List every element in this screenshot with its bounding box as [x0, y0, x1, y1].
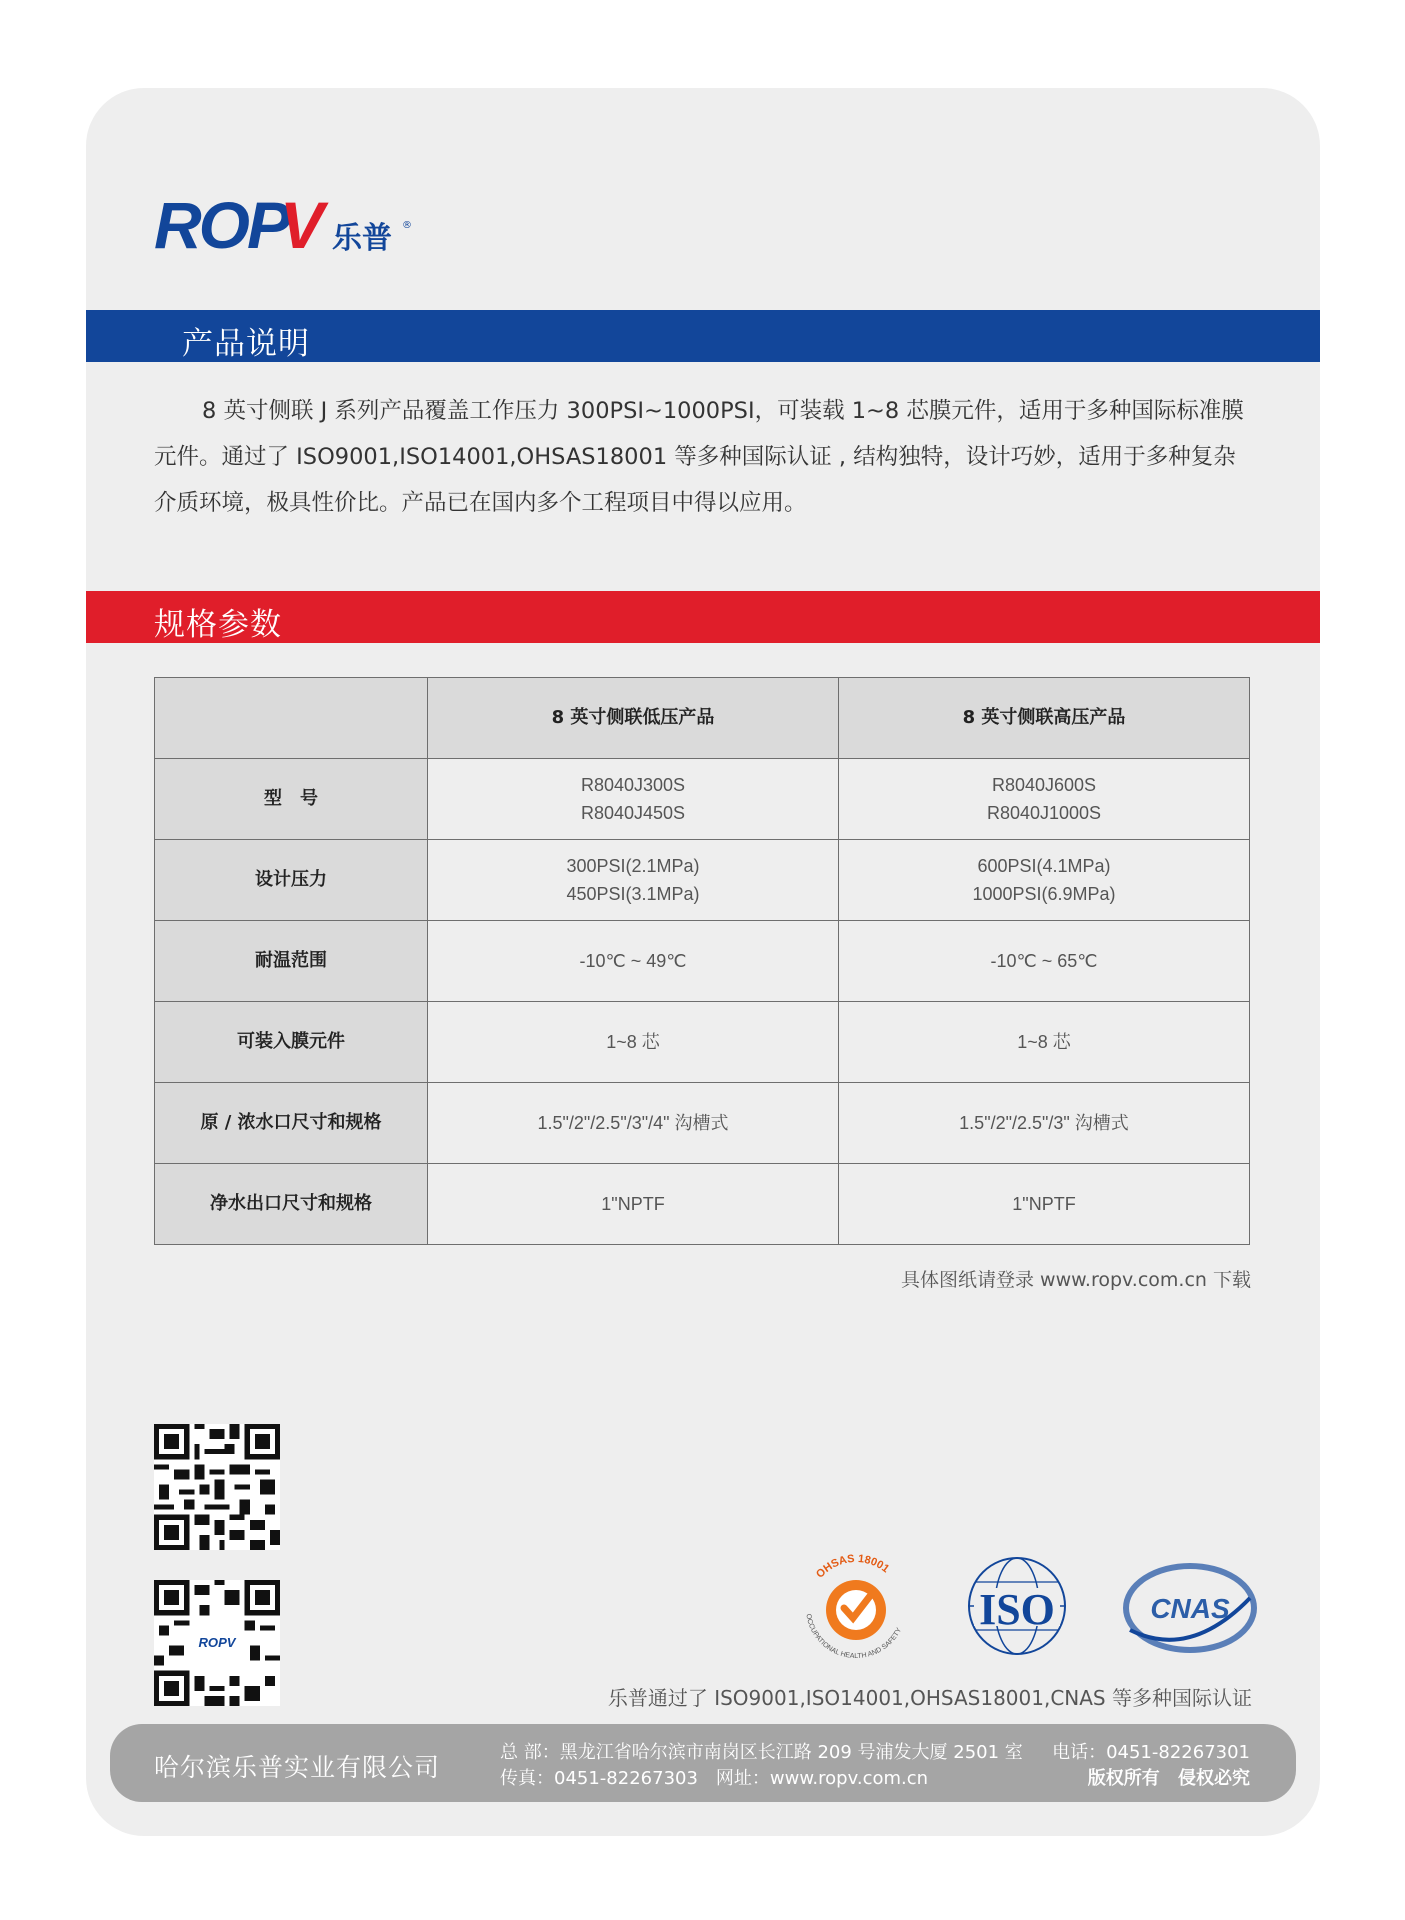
cell-low-temperature: -10℃ ~ 49℃	[428, 921, 839, 1002]
download-note: 具体图纸请登录 www.ropv.com.cn 下载	[901, 1269, 1251, 1291]
cell-high-elements: 1~8 芯	[839, 1002, 1250, 1083]
footer-phone: 电话：0451-82267301	[1052, 1742, 1250, 1763]
cell-low-permeate-port: 1"NPTF	[428, 1164, 839, 1245]
cell-high-model: R8040J600S R8040J1000S	[839, 759, 1250, 840]
certification-note: 乐普通过了 ISO9001,ISO14001,OHSAS18001,CNAS 等多种国际认证	[607, 1686, 1252, 1710]
qr-code[interactable]	[154, 1424, 280, 1550]
table-row	[155, 921, 1250, 1002]
qr-code[interactable]	[154, 1580, 280, 1706]
ropv-logo	[154, 176, 414, 256]
product-description-band	[86, 310, 1320, 362]
cell-high-feed-port: 1.5"/2"/2.5"/3" 沟槽式	[839, 1083, 1250, 1164]
cell-low-model: R8040J300S R8040J450S	[428, 759, 839, 840]
svg-text:CNAS: CNAS	[1150, 1593, 1230, 1624]
section-title-specifications: 规格参数	[154, 607, 282, 643]
svg-text:OCCUPATIONAL HEALTH AND SAFETY: OCCUPATIONAL HEALTH AND SAFETY	[804, 1613, 904, 1661]
specifications-band	[86, 591, 1320, 643]
cell-high-permeate-port: 1"NPTF	[839, 1164, 1250, 1245]
svg-text:V: V	[280, 188, 325, 256]
svg-text:ROPV: ROPV	[198, 1635, 236, 1651]
header-high-pressure: 8 英寸侧联高压产品	[839, 678, 1250, 759]
ohsas-icon	[804, 1553, 903, 1660]
footer-address: 总 部：黑龙江省哈尔滨市南岗区长江路 209 号浦发大厦 2501 室	[500, 1742, 1023, 1763]
cell-high-temperature: -10℃ ~ 65℃	[839, 921, 1250, 1002]
svg-text:OHSAS 18001: OHSAS 18001	[814, 1552, 892, 1581]
row-label-elements: 可装入膜元件	[155, 1002, 428, 1083]
row-label-temperature: 耐温范围	[155, 921, 428, 1002]
row-label-model: 型 号	[155, 759, 428, 840]
table-row	[155, 840, 1250, 921]
table-row	[155, 759, 1250, 840]
table-row	[155, 1083, 1250, 1164]
svg-text:乐普: 乐普	[332, 221, 392, 256]
footer-rights: 版权所有 侵权必究	[1087, 1768, 1250, 1789]
footer-fax-website: 传真：0451-82267303 网址：www.ropv.com.cn	[500, 1768, 929, 1789]
cell-low-elements: 1~8 芯	[428, 1002, 839, 1083]
table-row	[155, 1164, 1250, 1245]
svg-text:ISO: ISO	[979, 1585, 1055, 1634]
table-corner-cell	[155, 678, 428, 759]
cell-low-pressure: 300PSI(2.1MPa) 450PSI(3.1MPa)	[428, 840, 839, 921]
svg-text:®: ®	[402, 220, 412, 231]
row-label-pressure: 设计压力	[155, 840, 428, 921]
spec-table	[154, 677, 1250, 1245]
certification-logos	[800, 1548, 1260, 1668]
iso-icon	[969, 1558, 1065, 1654]
header-low-pressure: 8 英寸侧联低压产品	[428, 678, 839, 759]
cell-high-pressure: 600PSI(4.1MPa) 1000PSI(6.9MPa)	[839, 840, 1250, 921]
company-name: 哈尔滨乐普实业有限公司	[154, 1753, 441, 1782]
section-title-description: 产品说明	[182, 326, 310, 362]
cell-low-feed-port: 1.5"/2"/2.5"/3"/4" 沟槽式	[428, 1083, 839, 1164]
cnas-icon	[1126, 1566, 1254, 1650]
row-label-feed-port: 原 / 浓水口尺寸和规格	[155, 1083, 428, 1164]
table-row	[155, 1002, 1250, 1083]
svg-text:ROP: ROP	[154, 188, 289, 256]
table-header-row	[155, 678, 1250, 759]
product-intro-text: 8 英寸侧联 J 系列产品覆盖工作压力 300PSI~1000PSI，可装载 1~8 芯膜元件，适用于多种国际标准膜元件。通过了 ISO9001,ISO14001,OHSAS18001 等多种国际认证 , 结构独特，设计巧妙，适用于多种复杂介质环境，极具性价比。产品已在国内多个工程项目中得以应用。	[154, 398, 1244, 516]
footer-bar	[110, 1724, 1296, 1802]
row-label-permeate-port: 净水出口尺寸和规格	[155, 1164, 428, 1245]
